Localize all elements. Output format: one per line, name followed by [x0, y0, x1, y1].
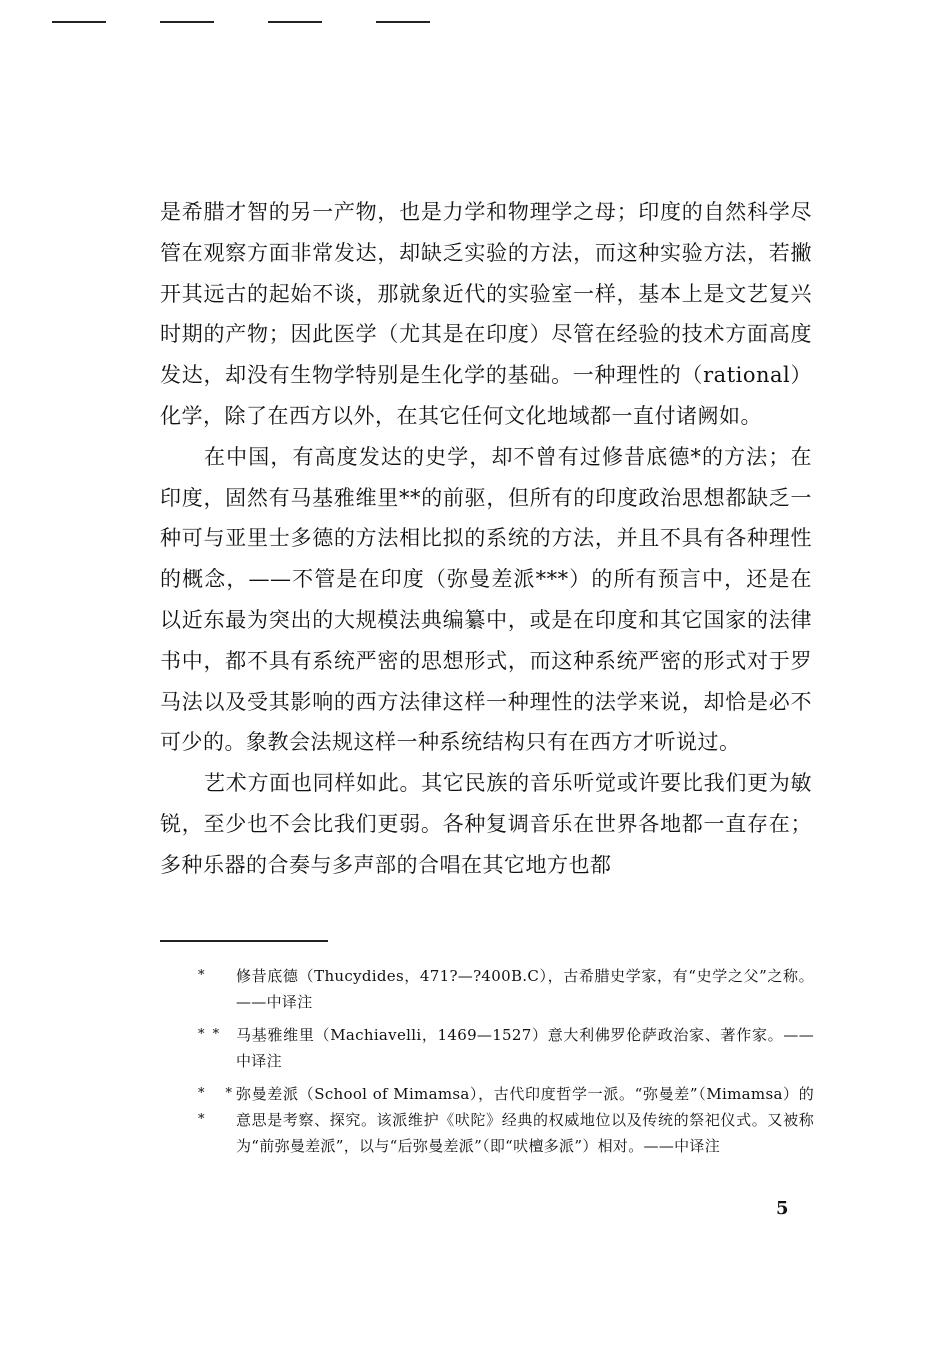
main-text [160, 192, 812, 886]
footnote-marker: * * * [198, 1086, 234, 1127]
page-number: 5 [776, 1198, 789, 1219]
footnote [198, 1081, 814, 1159]
footnote-text: 修昔底德（Thucydides，471?—?400B.C），古希腊史学家，有“史学之父”之称。——中译注 [236, 967, 814, 1011]
header-rule [160, 21, 214, 23]
header-rule [52, 21, 106, 23]
footnote-marker: * [198, 968, 207, 983]
footnote [198, 1022, 814, 1074]
footnote-text: 弥曼差派（School of Mimamsa），古代印度哲学一派。“弥曼差”（Mimamsa）的意思是考察、探究。该派维护《吠陀》经典的权威地位以及传统的祭祀仪式。又被称为“前弥曼差派”，以与“后弥曼差派”（即“吠檀多派”）相对。——中译注 [236, 1085, 814, 1155]
footnote-divider [160, 940, 328, 942]
paragraph: 艺术方面也同样如此。其它民族的音乐听觉或许要比我们更为敏锐，至少也不会比我们更弱。各种复调音乐在世界各地都一直存在；多种乐器的合奏与多声部的合唱在其它地方也都 [160, 771, 812, 877]
paragraph: 是希腊才智的另一产物，也是力学和物理学之母；印度的自然科学尽管在观察方面非常发达，却缺乏实验的方法，而这种实验方法，若撇开其远古的起始不谈，那就象近代的实验室一样，基本上是文艺复兴时期的产物；因此医学（尤其是在印度）尽管在经验的技术方面高度发达，却没有生物学特别是生化学的基础。一种理性的（rational）化学，除了在西方以外，在其它任何文化地域都一直付诸阙如。 [160, 200, 812, 428]
header-rule [376, 21, 430, 23]
header-rule [268, 21, 322, 23]
footnotes [198, 963, 814, 1166]
footnote-marker: * * [198, 1027, 222, 1042]
footnote-text: 马基雅维里（Machiavelli，1469—1527）意大利佛罗伦萨政治家、著作家。——中译注 [236, 1026, 814, 1070]
footnote [198, 963, 814, 1015]
paragraph: 在中国，有高度发达的史学，却不曾有过修昔底德*的方法；在印度，固然有马基雅维里**的前驱，但所有的印度政治思想都缺乏一种可与亚里士多德的方法相比拟的系统的方法，并且不具有各种理性的概念，——不管是在印度（弥曼差派***）的所有预言中，还是在以近东最为突出的大规模法典编纂中，或是在印度和其它国家的法律书中，都不具有系统严密的思想形式，而这种系统严密的形式对于罗马法以及受其影响的西方法律这样一种理性的法学来说，却恰是必不可少的。象教会法规这样一种系统结构只有在西方才听说过。 [160, 444, 812, 755]
